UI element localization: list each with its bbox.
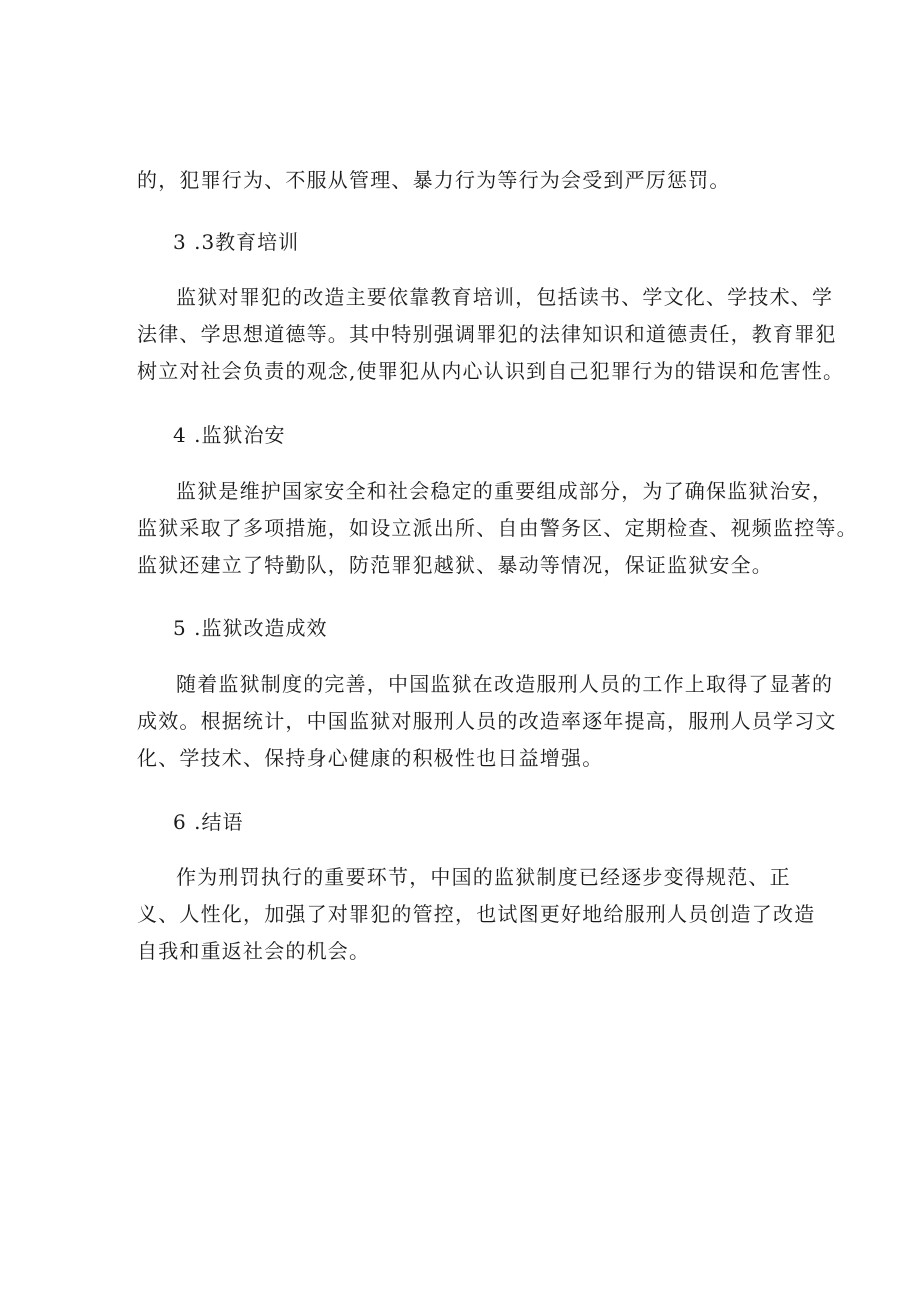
paragraph-line: 法律、学思想道德等。其中特别强调罪犯的法律知识和道德责任，教育罪犯 <box>137 322 837 346</box>
paragraph-line: 随着监狱制度的完善，中国监狱在改造服刑人员的工作上取得了显著的 <box>176 672 834 696</box>
paragraph-line: 监狱采取了多项措施，如设立派出所、自由警务区、定期检查、视频监控等。 <box>137 516 858 540</box>
section-heading-3-3: 3 .3教育培训 <box>173 230 300 254</box>
paragraph-line: 监狱还建立了特勤队，防范罪犯越狱、暴动等情况，保证监狱安全。 <box>137 553 773 577</box>
paragraph-line: 义、人性化，加强了对罪犯的管控，也试图更好地给服刑人员创造了改造 <box>137 902 816 926</box>
paragraph-line: 树立对社会负责的观念,使罪犯从内心认识到自己犯罪行为的错误和危害性。 <box>137 359 845 383</box>
paragraph-line: 化、学技术、保持身心健康的积极性也日益增强。 <box>137 746 604 770</box>
paragraph-line: 监狱是维护国家安全和社会稳定的重要组成部分，为了确保监狱治安， <box>176 479 834 503</box>
section-heading-5: 5 .监狱改造成效 <box>173 616 328 640</box>
section-heading-4: 4 .监狱治安 <box>173 423 286 447</box>
paragraph-line: 成效。根据统计，中国监狱对服刑人员的改造率逐年提高，服刑人员学习文 <box>137 709 837 733</box>
paragraph-line: 作为刑罚执行的重要环节，中国的监狱制度已经逐步变得规范、正 <box>176 865 791 889</box>
paragraph-line: 自我和重返社会的机会。 <box>137 939 371 963</box>
paragraph-line: 监狱对罪犯的改造主要依靠教育培训，包括读书、学文化、学技术、学 <box>176 285 834 309</box>
paragraph-line: 的，犯罪行为、不服从管理、暴力行为等行为会受到严厉惩罚。 <box>137 168 731 192</box>
section-heading-6: 6 .结语 <box>173 810 244 834</box>
